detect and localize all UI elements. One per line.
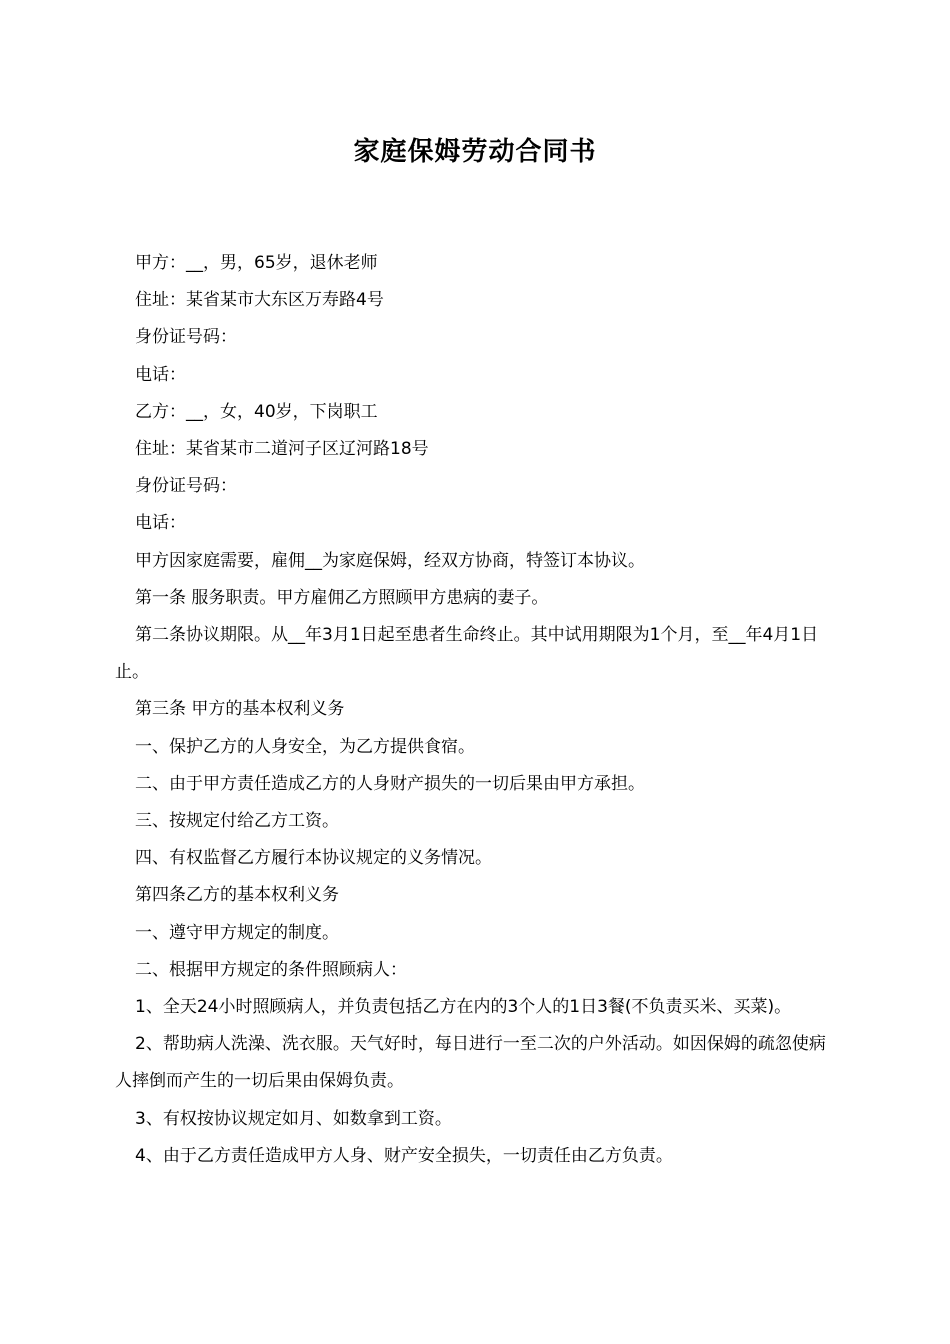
article-1: 第一条 服务职责。甲方雇佣乙方照顾甲方患病的妻子。 (135, 587, 549, 608)
party-b-info: 乙方：__，女，40岁，下岗职工 (135, 401, 378, 422)
party-a-id-number: 身份证号码： (135, 327, 237, 348)
article-4-item-2: 2、帮助病人洗澡、洗衣服。天气好时，每日进行一至二次的户外活动。如因保姆的疏忽使病人摔倒而产生的一切后果由保姆负责。 (115, 1034, 826, 1092)
article-3-clause-2: 二、由于甲方责任造成乙方的人身财产损失的一切后果由甲方承担。 (135, 773, 645, 794)
party-a-address: 住址：某省某市大东区万寿路4号 (135, 290, 384, 311)
party-b-id-number: 身份证号码： (135, 476, 237, 497)
article-3-clause-4: 四、有权监督乙方履行本协议规定的义务情况。 (135, 848, 492, 869)
article-3-heading: 第三条 甲方的基本权利义务 (135, 699, 345, 720)
article-2: 第二条协议期限。从__年3月1日起至患者生命终止。其中试用期限为1个月，至__年4月1日止。 (115, 625, 819, 683)
article-4-clause-2: 二、根据甲方规定的条件照顾病人： (135, 959, 407, 980)
article-4-item-1: 1、全天24小时照顾病人，并负责包括乙方在内的3个人的1日3餐(不负责买米、买菜)。 (135, 997, 792, 1018)
party-a-info: 甲方：__，男，65岁，退休老师 (135, 253, 378, 273)
party-b-address: 住址：某省某市二道河子区辽河路18号 (135, 439, 429, 460)
article-4-item-4: 4、由于乙方责任造成甲方人身、财产安全损失，一切责任由乙方负责。 (135, 1145, 673, 1166)
party-b-phone: 电话： (135, 513, 186, 534)
preamble-paragraph: 甲方因家庭需要，雇佣__为家庭保姆，经双方协商，特签订本协议。 (135, 550, 645, 571)
article-4-clause-1: 一、遵守甲方规定的制度。 (135, 922, 339, 943)
party-a-phone: 电话： (135, 364, 186, 385)
article-3-clause-1: 一、保护乙方的人身安全，为乙方提供食宿。 (135, 736, 475, 757)
document-body (115, 245, 840, 1175)
article-4-item-3: 3、有权按协议规定如月、如数拿到工资。 (135, 1108, 452, 1129)
article-4-heading: 第四条乙方的基本权利义务 (135, 885, 339, 906)
document-title: 家庭保姆劳动合同书 (353, 137, 597, 167)
article-3-clause-3: 三、按规定付给乙方工资。 (135, 811, 339, 832)
